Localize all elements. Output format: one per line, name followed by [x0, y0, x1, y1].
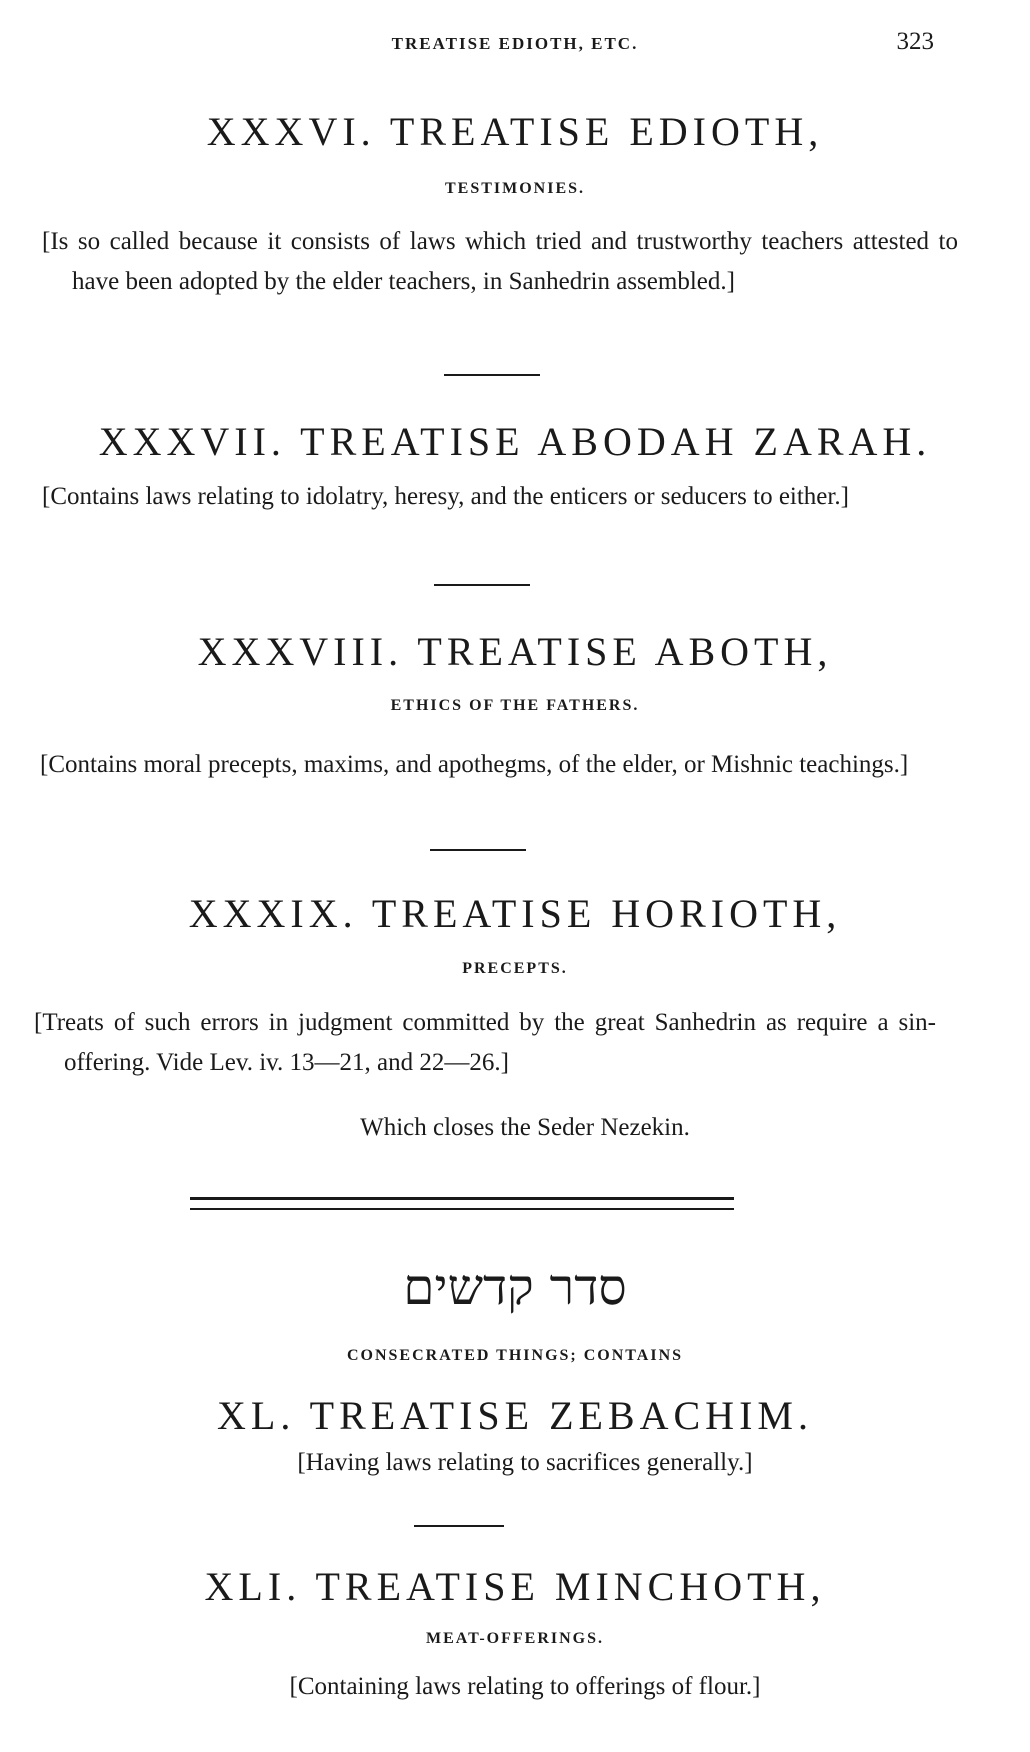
section-divider	[414, 1525, 504, 1527]
section-description-abodah-zarah: [Contains laws relating to idolatry, heresy, and the enticers or seducers to either.]	[42, 483, 849, 510]
section-description-aboth: [Contains moral precepts, maxims, and apothegms, of the elder, or Mishnic teachings.]	[40, 751, 909, 778]
running-head: TREATISE EDIOTH, ETC.	[391, 34, 639, 53]
section-subtitle-horioth: PRECEPTS.	[462, 960, 568, 977]
section-title-edioth: XXXVI. TREATISE EDIOTH,	[206, 109, 824, 154]
section-description-edioth: [Is so called because it consists of laws which tried and trustworthy teachers attested to have been adopted by the elder teachers, in Sanhedrin assembled.]	[42, 228, 958, 295]
section-divider	[430, 849, 526, 851]
section-title-horioth: XXXIX. TREATISE HORIOTH,	[188, 891, 842, 936]
section-divider	[434, 584, 530, 586]
section-description-horioth: [Treats of such errors in judgment committed by the great Sanhedrin as require a sin-offering. Vide Lev. iv. 13—21, and 22—26.]	[34, 1009, 936, 1076]
section-description-zebachim: [Having laws relating to sacrifices generally.]	[297, 1449, 753, 1476]
page-number: 323	[896, 28, 934, 55]
section-title-zebachim: XL. TREATISE ZEBACHIM.	[217, 1393, 813, 1438]
section-subtitle-minchoth: MEAT-OFFERINGS.	[425, 1630, 604, 1647]
seder-divider-double-rule	[190, 1197, 734, 1210]
section-description-minchoth: [Containing laws relating to offerings of flour.]	[289, 1673, 761, 1700]
section-title-abodah-zarah: XXXVII. TREATISE ABODAH ZARAH.	[98, 419, 932, 464]
section-title-minchoth: XLI. TREATISE MINCHOTH,	[204, 1564, 826, 1609]
section-subtitle-edioth: TESTIMONIES.	[444, 180, 586, 197]
section-title-aboth: XXXVIII. TREATISE ABOTH,	[197, 629, 833, 674]
seder-subtitle: CONSECRATED THINGS; CONTAINS	[346, 1347, 684, 1364]
seder-nezekin-closing: Which closes the Seder Nezekin.	[360, 1114, 690, 1141]
section-subtitle-aboth: ETHICS OF THE FATHERS.	[390, 697, 640, 714]
section-divider	[444, 374, 540, 376]
seder-hebrew-title: סדר קדשים	[403, 1258, 627, 1316]
